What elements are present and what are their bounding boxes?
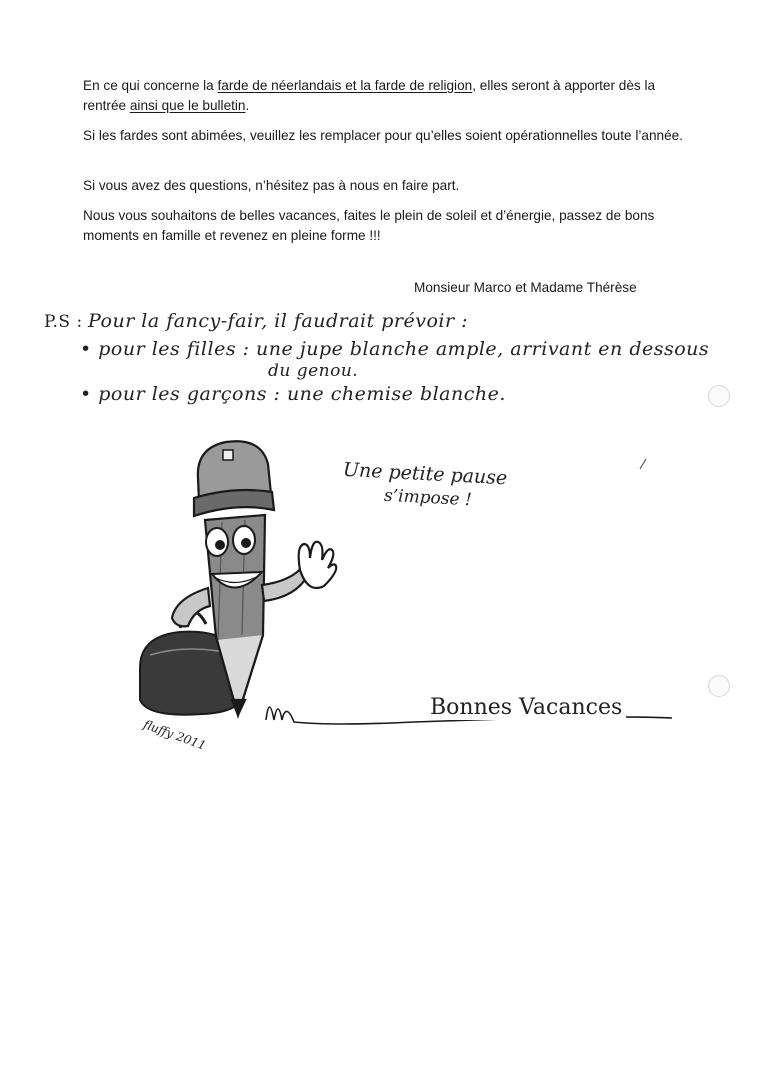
pencil-stroke-mark [640,459,646,469]
bonnes-vacances-caption: Bonnes Vacances [426,695,626,720]
paragraph-vacances: Nous vous souhaitons de belles vacances, faites le plein de soleil et d’énergie, passez de bons moments en famille et revenez en pleine forme !!! [83,208,655,243]
paragraph-questions: Si vous avez des questions, n’hésitez pas à nous en faire part. [83,178,460,193]
paragraph-text: , elles seront à apporter dès la rentrée [83,78,656,113]
ps-line-2b: du genou. [268,361,359,381]
paragraph-text: En ce qui concerne la [83,78,218,93]
underlined-fardes: farde de néerlandais et la farde de religion [217,78,473,93]
pencil-cap [194,441,274,516]
paragraph-abimees: Si les fardes sont abimées, veuillez les remplacer pour qu’elles soient opérationnelles toute l’année. [83,128,683,143]
ps-line-1: Pour la fancy-fair, il faudrait prévoir : [88,310,469,332]
ps-line-3: • pour les garçons : une chemise blanche. [80,383,506,405]
speech-text-line-1: Une petite pause [342,458,508,490]
ps-line-2: • pour les filles : une jupe blanche ample, arrivant en dessous [80,338,710,360]
paragraph-text: . [245,98,250,113]
artist-signature: fluffy 2011 [141,717,208,753]
underlined-bulletin: ainsi que le bulletin [129,98,246,113]
ps-label: P.S : [44,312,83,332]
speech-text-line-2: s’impose ! [383,485,473,511]
signature: Monsieur Marco et Madame Thérèse [414,280,637,295]
